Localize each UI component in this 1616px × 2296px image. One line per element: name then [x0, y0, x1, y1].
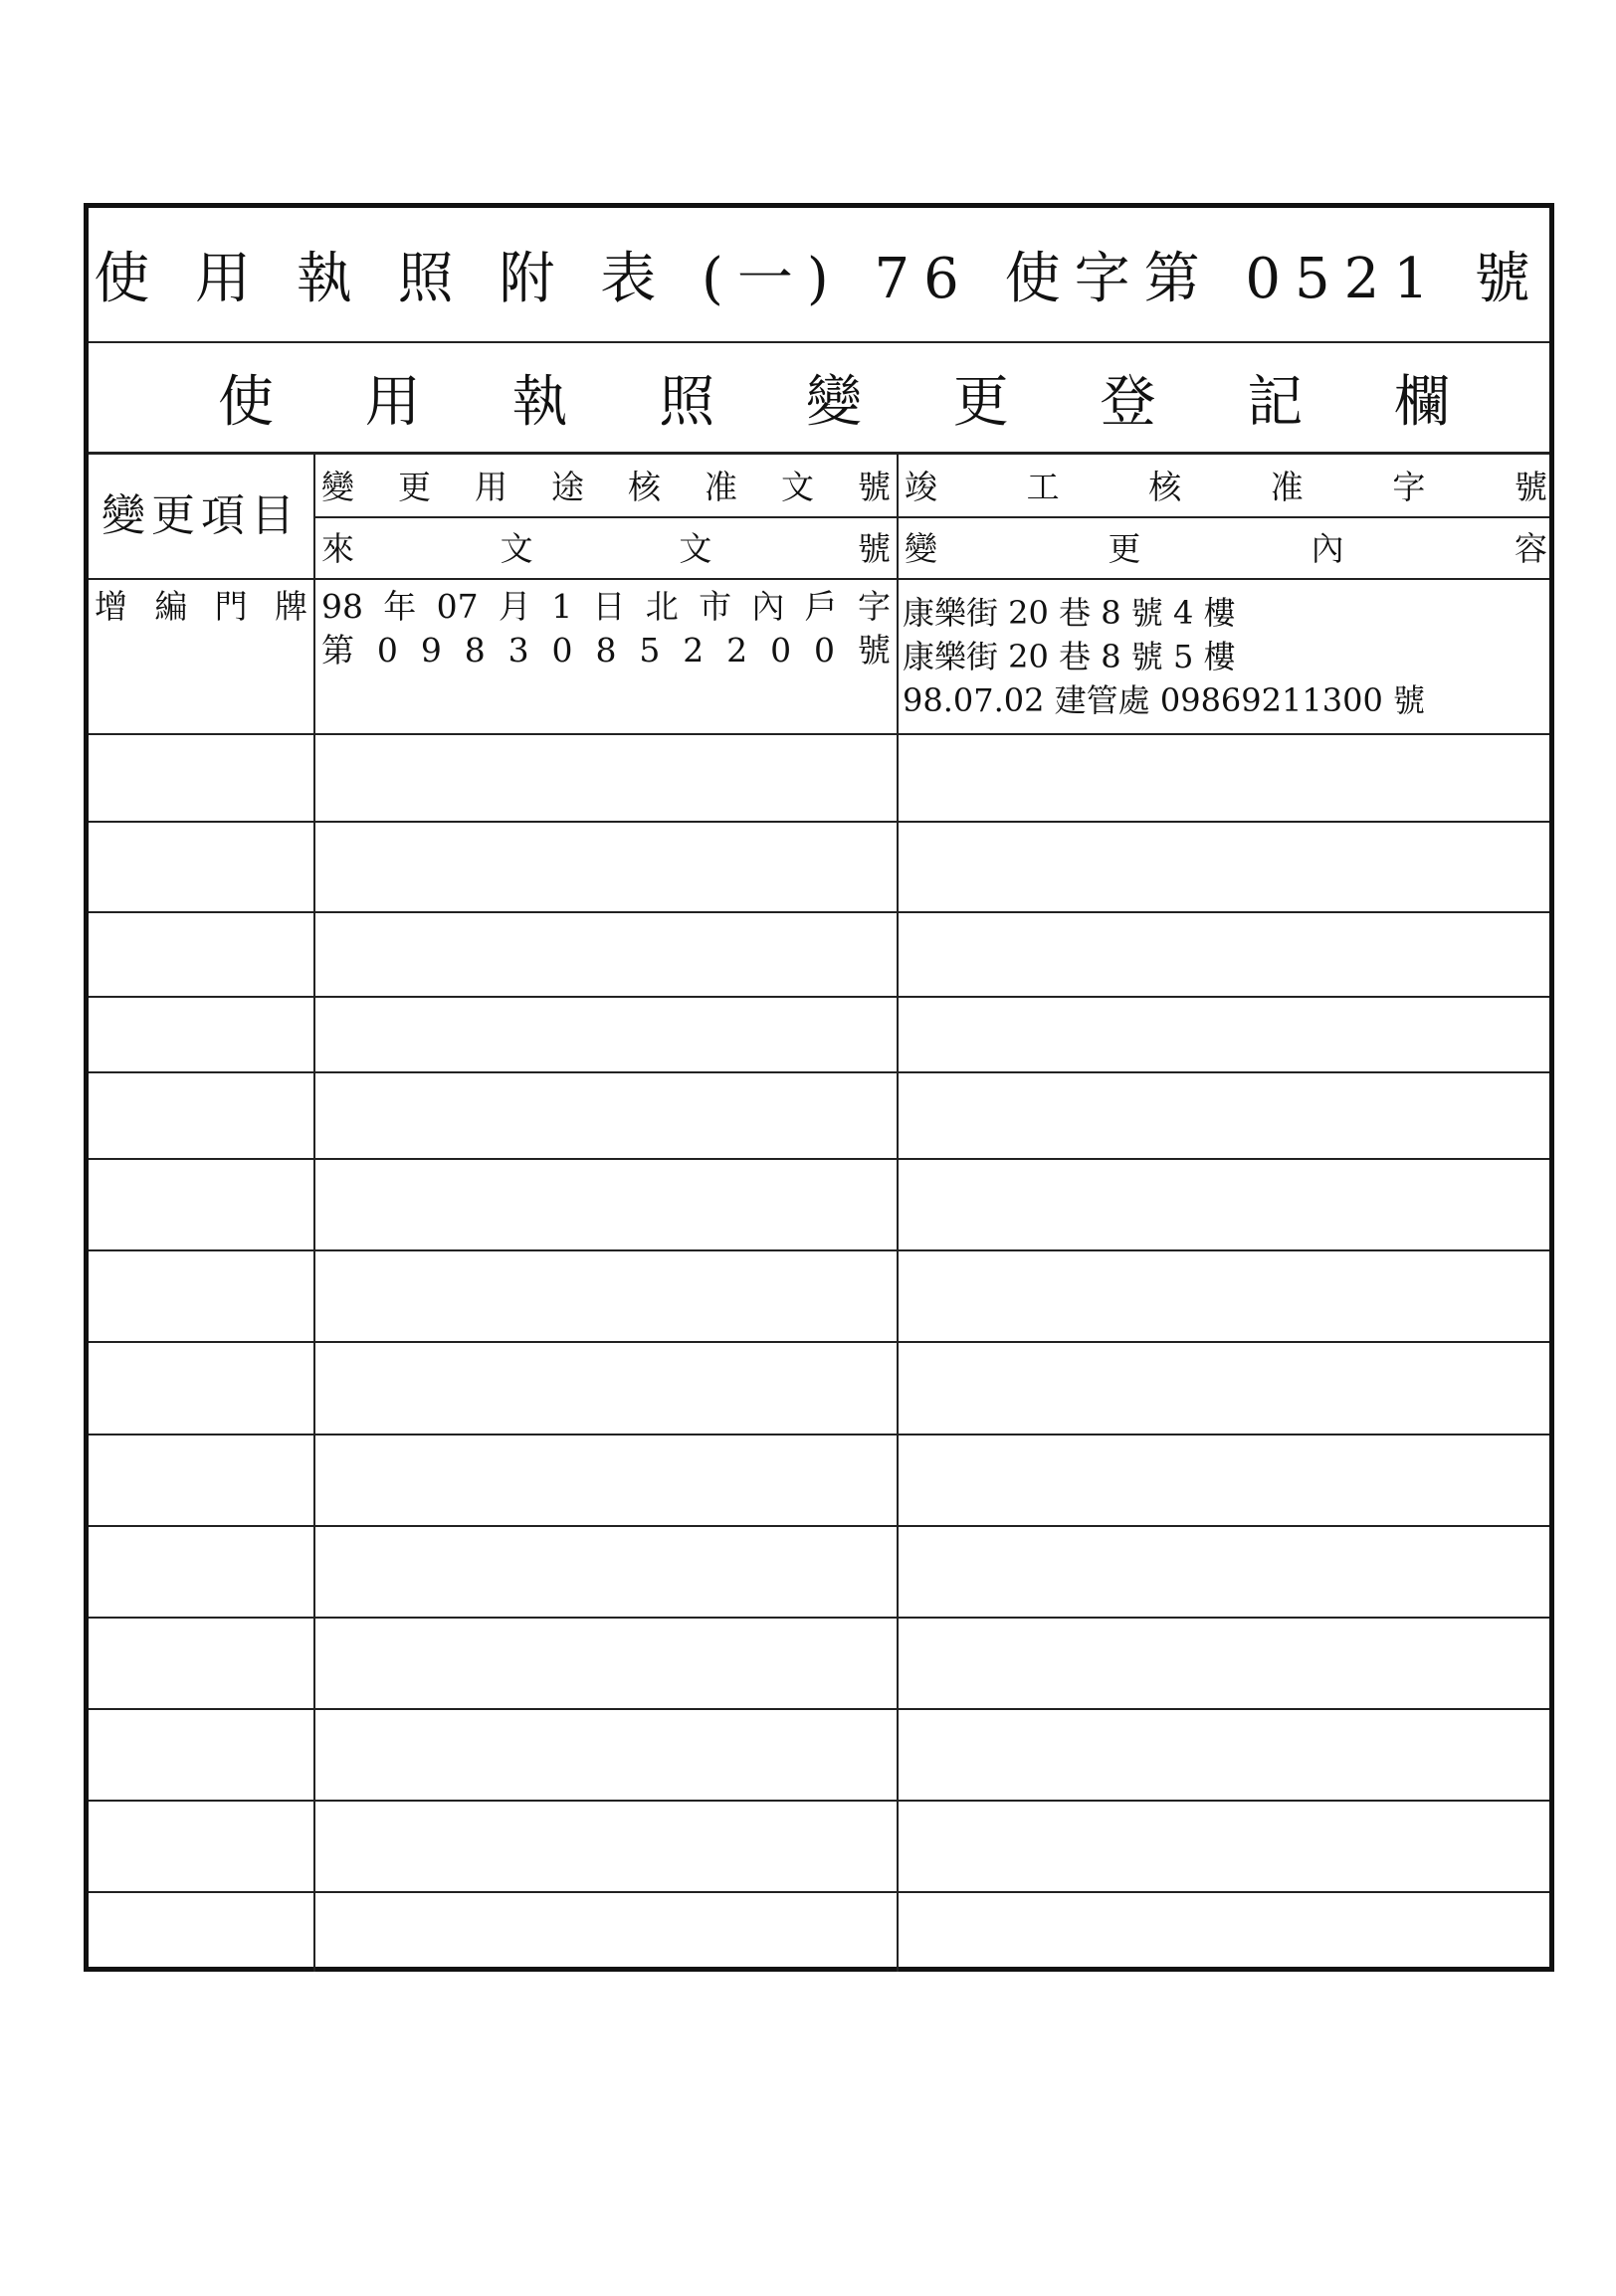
subtitle-char: 欄: [1394, 369, 1450, 435]
row-divider: [89, 1708, 1549, 1710]
header-char: 內: [1311, 528, 1344, 568]
subtitle-char: 記: [1247, 369, 1304, 435]
header-char: 更: [1108, 528, 1141, 568]
subtitle-char: 使: [218, 369, 274, 435]
header-divider: [313, 516, 1549, 518]
header-char: 文: [500, 528, 533, 568]
header-char: 竣: [905, 467, 937, 506]
entry-doc-token: 2: [683, 630, 705, 670]
entry-doc-token: 0: [376, 630, 398, 670]
entry-doc-token: 第: [321, 630, 354, 670]
entry-content-line-3: 98.07.02 建管處 09869211300 號: [903, 681, 1425, 719]
row-divider: [89, 1341, 1549, 1343]
header-approval-doc-no: [317, 459, 895, 514]
header-char: 容: [1514, 528, 1547, 568]
header-incoming-doc-no: [317, 520, 895, 576]
entry-item-char: 門: [214, 586, 248, 626]
row-divider: [89, 578, 1549, 580]
entry-doc-token: 2: [726, 630, 748, 670]
header-char: 號: [857, 528, 891, 568]
entry-doc-token: 年: [383, 586, 417, 626]
header-char: 變: [905, 528, 937, 568]
row-divider: [89, 1525, 1549, 1527]
entry-doc-token: 字: [857, 586, 891, 626]
header-char: 准: [1270, 467, 1304, 506]
entry-doc-token: 日: [592, 586, 626, 626]
row-divider: [89, 1800, 1549, 1802]
row-divider: [89, 1071, 1549, 1073]
entry-doc-token: 北: [645, 586, 679, 626]
header-char: 核: [1148, 467, 1182, 506]
entry-doc-token: 3: [507, 630, 529, 670]
header-char: 工: [1026, 467, 1060, 506]
entry-doc-token: 8: [595, 630, 617, 670]
entry-doc-token: 9: [420, 630, 442, 670]
header-char: 核: [628, 467, 661, 506]
row-divider: [89, 821, 1549, 823]
entry-doc-token: 0: [551, 630, 573, 670]
entry-doc-token: 0: [813, 630, 835, 670]
row-divider: [89, 996, 1549, 998]
header-char: 變: [321, 467, 354, 506]
entry-content-line-2: 康樂街 20 巷 8 號 5 樓: [903, 638, 1236, 675]
entry-item-char: 增: [95, 586, 127, 626]
row-divider: [89, 1158, 1549, 1160]
row-divider: [89, 1617, 1549, 1619]
table-title: [89, 208, 1549, 343]
entry-doc-token: 戶: [804, 586, 838, 626]
entry-item: [91, 586, 311, 626]
subtitle-char: 用: [364, 369, 421, 435]
table-title-text: 使 用 執 照 附 表 (一) 76 使字第 0521 號: [94, 247, 1544, 311]
entry-doc-token: 07: [436, 586, 479, 626]
header-char: 更: [398, 467, 431, 506]
table-subtitle: [89, 343, 1549, 455]
subtitle-char: 登: [1100, 369, 1156, 435]
header-change-item: [89, 455, 313, 578]
header-char: 用: [475, 467, 507, 506]
entry-doc-token: 98: [321, 586, 363, 626]
header-char: 號: [1514, 467, 1547, 506]
entry-doc-token: 號: [857, 630, 891, 670]
column-divider: [897, 455, 899, 1972]
entry-doc-token: 內: [751, 586, 785, 626]
row-divider: [89, 733, 1549, 735]
entry-item-char: 編: [154, 586, 188, 626]
header-change-item-label: 變更項目: [101, 490, 301, 541]
header-char: 號: [858, 467, 891, 506]
subtitle-char: 更: [952, 369, 1009, 435]
entry-content-line-1: 康樂街 20 巷 8 號 4 樓: [903, 594, 1236, 632]
header-char: 文: [679, 528, 712, 568]
row-divider: [89, 1891, 1549, 1893]
entry-doc-token: 1: [551, 586, 573, 626]
entry-doc-token: 市: [699, 586, 732, 626]
row-divider: [89, 911, 1549, 913]
entry-doc-line-1: [317, 586, 895, 626]
header-completion-no: [901, 459, 1551, 514]
entry-doc-token: 0: [770, 630, 792, 670]
header-char: 途: [551, 467, 584, 506]
header-change-content: [901, 520, 1551, 576]
entry-doc-token: 月: [498, 586, 531, 626]
column-divider: [313, 455, 315, 1972]
subtitle-char: 照: [659, 369, 715, 435]
row-divider: [89, 1434, 1549, 1435]
header-char: 文: [781, 467, 814, 506]
entry-doc-token: 5: [639, 630, 661, 670]
subtitle-char: 變: [806, 369, 862, 435]
subtitle-char: 執: [511, 369, 568, 435]
entry-doc-line-2: [317, 630, 895, 670]
usage-permit-appendix-table: [84, 203, 1554, 1972]
header-char: 准: [705, 467, 737, 506]
entry-doc-token: 8: [464, 630, 486, 670]
row-divider: [89, 1249, 1549, 1251]
register-grid: [89, 455, 1549, 1972]
entry-item-char: 牌: [274, 586, 307, 626]
header-char: 字: [1392, 467, 1426, 506]
header-char: 來: [321, 528, 354, 568]
